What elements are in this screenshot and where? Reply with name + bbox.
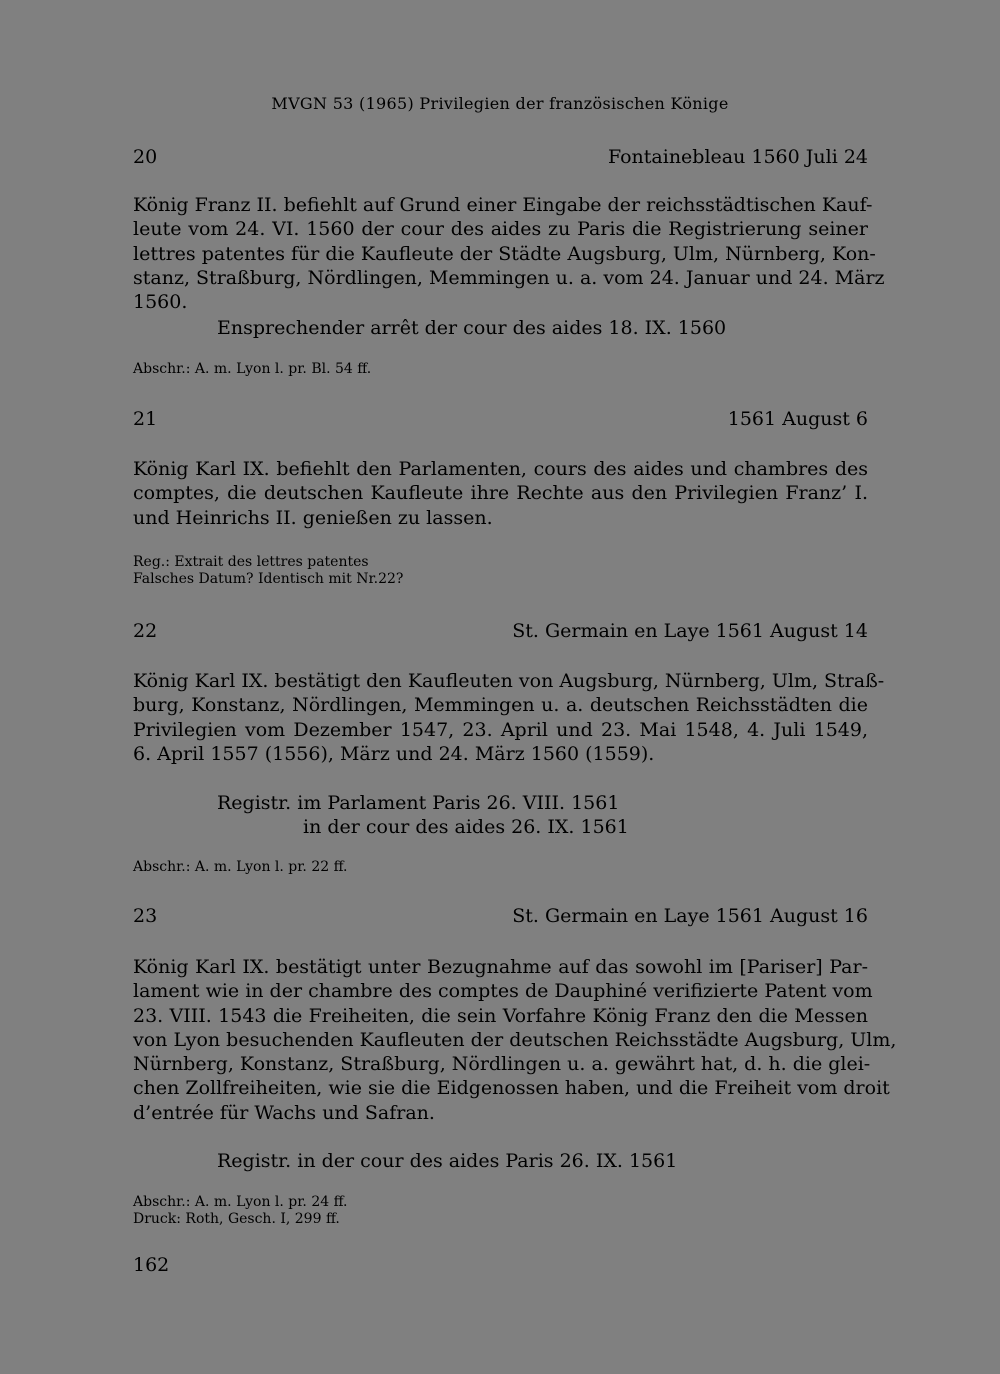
entry-heading-21: [133, 407, 868, 431]
text-line: Nürnberg, Konstanz, Straßburg, Nördlingen u. a. gewährt hat, d. h. die glei-: [133, 1053, 871, 1076]
text-line: lettres patentes für die Kaufleute der Städte Augsburg, Ulm, Nürnberg, Kon-: [133, 242, 876, 265]
entry-place-date: Fontainebleau 1560 Juli 24: [607, 146, 868, 168]
source-note: Abschr.: A. m. Lyon l. pr. 24 ff.: [133, 1194, 348, 1210]
running-header: MVGN 53 (1965) Privilegien der französischen Könige: [271, 94, 729, 113]
text-line: König Karl IX. bestätigt unter Bezugnahme auf das sowohl im [Pariser] Par-: [133, 956, 868, 978]
source-note: Falsches Datum? Identisch mit Nr.22?: [133, 571, 404, 587]
page-number: 162: [133, 1254, 170, 1276]
registration-note: Ensprechender arrêt der cour des aides 18. IX. 1560: [217, 317, 727, 339]
text-line: 1560.: [133, 291, 188, 314]
entry-text-20: [133, 193, 885, 314]
text-line: comptes, die deutschen Kaufleute ihre Rechte aus den Privilegien Franz’ I.: [133, 482, 868, 505]
entry-number: 22: [133, 620, 158, 642]
text-line: von Lyon besuchenden Kaufleuten der deutschen Reichsstädte Augsburg, Ulm,: [133, 1028, 897, 1051]
source-note: Reg.: Extrait des lettres patentes: [133, 554, 369, 570]
text-line: stanz, Straßburg, Nördlingen, Memmingen u. a. vom 24. Januar und 24. März: [133, 266, 885, 289]
registration-note: Registr. im Parlament Paris 26. VIII. 1561: [217, 792, 620, 814]
text-line: König Karl IX. bestätigt den Kaufleuten von Augsburg, Nürnberg, Ulm, Straß-: [133, 670, 885, 692]
text-line: lament wie in der chambre des comptes de Dauphiné verifizierte Patent vom: [133, 980, 873, 1003]
entry-text-22: [133, 669, 885, 766]
registration-note: in der cour des aides 26. IX. 1561: [303, 816, 629, 838]
entry-place-date: St. Germain en Laye 1561 August 14: [512, 620, 868, 642]
entry-number: 20: [133, 146, 158, 168]
text-line: leute vom 24. VI. 1560 der cour des aides zu Paris die Registrierung seiner: [133, 218, 868, 241]
entry-place-date: 1561 August 6: [727, 408, 868, 430]
text-line: chen Zollfreiheiten, wie sie die Eidgenossen haben, und die Freiheit vom droit: [133, 1077, 890, 1100]
text-line: König Karl IX. befiehlt den Parlamenten, cours des aides und chambres des: [133, 458, 868, 480]
text-line: 6. April 1557 (1556), März und 24. März 1560 (1559).: [133, 742, 655, 765]
source-note: Abschr.: A. m. Lyon l. pr. Bl. 54 ff.: [133, 361, 372, 377]
text-line: König Franz II. befiehlt auf Grund einer Eingabe der reichsstädtischen Kauf-: [133, 194, 873, 216]
text-line: Privilegien vom Dezember 1547, 23. April und 23. Mai 1548, 4. Juli 1549,: [133, 718, 868, 741]
entry-number: 21: [133, 408, 158, 430]
text-line: 23. VIII. 1543 die Freiheiten, die sein Vorfahre König Franz den die Messen: [133, 1004, 868, 1027]
entry-number: 23: [133, 905, 158, 927]
entry-text-21: [133, 457, 868, 530]
text-line: und Heinrichs II. genießen zu lassen.: [133, 506, 493, 529]
text-line: d’entrée für Wachs und Safran.: [133, 1101, 435, 1124]
source-note: Druck: Roth, Gesch. I, 299 ff.: [133, 1211, 340, 1227]
text-line: burg, Konstanz, Nördlingen, Memmingen u. a. deutschen Reichsstädten die: [133, 694, 868, 717]
source-note: Abschr.: A. m. Lyon l. pr. 22 ff.: [133, 859, 348, 875]
entry-heading-23: [133, 904, 868, 928]
entry-heading-22: [133, 619, 868, 643]
entry-place-date: St. Germain en Laye 1561 August 16: [512, 905, 868, 927]
entry-heading-20: [133, 145, 868, 169]
entry-text-23: [133, 955, 897, 1125]
registration-note: Registr. in der cour des aides Paris 26. IX. 1561: [217, 1150, 678, 1172]
